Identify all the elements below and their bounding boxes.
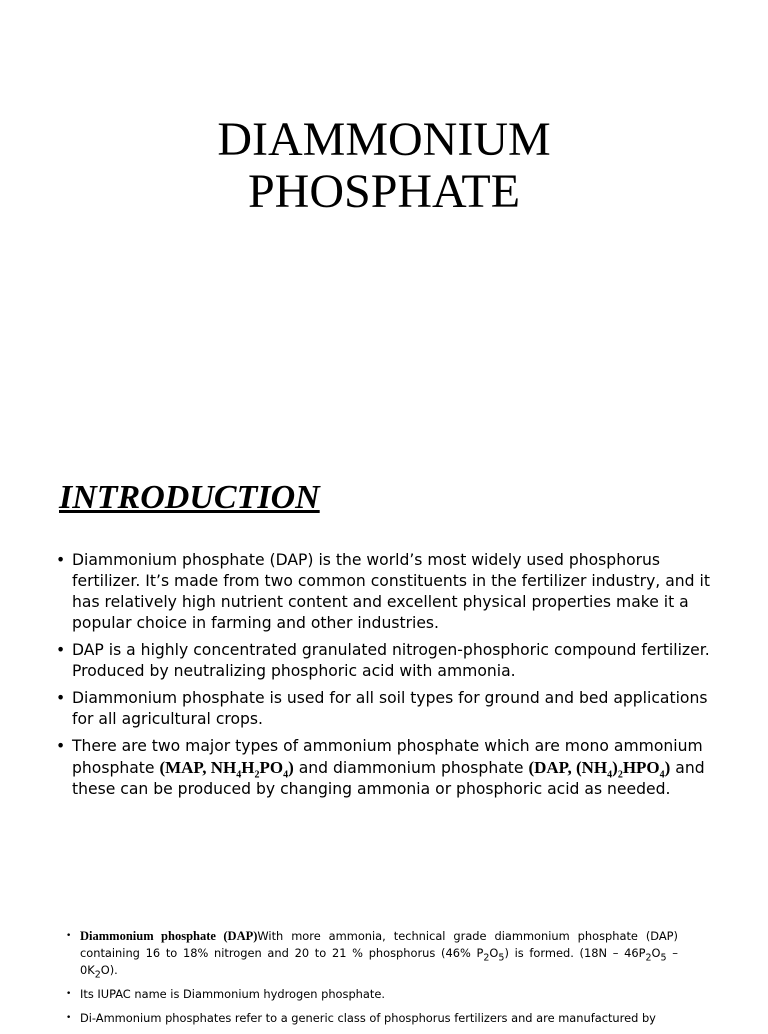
subscript: 4: [607, 769, 613, 781]
dap-formula: [528, 758, 671, 781]
subscript: 4: [283, 769, 289, 781]
list-item: • Its IUPAC name is Diammonium hydrogen phosphate.: [66, 986, 678, 1003]
subscript: 4: [659, 769, 665, 781]
text-run: ) is formed. (18N – 46P: [504, 946, 646, 960]
text-run: O: [489, 946, 499, 960]
text-run: O: [651, 946, 661, 960]
details-slide: [0, 864, 768, 1024]
list-item: • Di-Ammonium phosphates refer to a generic class of phosphorus fertilizers and are manufactured by: [66, 1010, 678, 1027]
introduction-slide: [0, 432, 768, 864]
subscript: 5: [660, 952, 667, 964]
list-item: • Diammonium phosphate is used for all soil types for ground and bed applications for all agricultural crops.: [56, 688, 716, 730]
text-run: PO: [259, 758, 284, 777]
subscript: 2: [645, 952, 652, 964]
text-run: There are two major types of ammonium phosphate which are mono ammonium phosphate: [72, 737, 703, 777]
text-run: ): [612, 758, 618, 777]
map-formula: [159, 758, 294, 781]
text-run: and these can be produced by changing ammonia or phosphoric acid as needed.: [72, 759, 705, 798]
subscript: 2: [94, 969, 101, 981]
text-run: ): [664, 758, 671, 777]
text-run: HPO: [622, 758, 660, 777]
text-run: (DAP, (NH: [528, 758, 608, 777]
subscript: 2: [254, 769, 260, 781]
text-run: O).: [100, 963, 118, 977]
title-slide: [0, 0, 768, 432]
subscript: 5: [498, 952, 505, 964]
list-item: • DAP is a highly concentrated granulated nitrogen-phosphoric compound fertilizer. Produced by neutralizing phosphoric acid with ammonia.: [56, 640, 716, 682]
detail-bullet-list: [66, 928, 678, 1034]
title-line-1: DIAMMONIUM: [217, 113, 551, 166]
subscript: 2: [483, 952, 490, 964]
text-run: (MAP, NH: [159, 758, 237, 777]
bullet-list: [56, 550, 716, 806]
subscript: 2: [617, 769, 623, 781]
list-item: • Diammonium phosphate (DAP) is the world’s most widely used phosphorus fertilizer. It’s made from two common constituents in the fertilizer industry, and it has relatively high nutrient content and excellent physical properties make it a popular choice in farming and other industries.: [56, 550, 716, 634]
text-run: ): [288, 758, 294, 777]
bold-lead: Diammonium phosphate (DAP): [80, 929, 258, 943]
title-line-2: PHOSPHATE: [247, 165, 521, 218]
text-run: – 0K: [80, 946, 678, 977]
section-heading: INTRODUCTION: [59, 479, 320, 516]
text-run: With more ammonia, technical grade diammonium phosphate (DAP) containing 16 to 18% nitrogen and 20 to 21 % phosphorus (46% P: [80, 929, 678, 960]
list-item: [66, 928, 678, 979]
subscript: 4: [236, 769, 242, 781]
list-item: [56, 736, 716, 800]
text-run: and diammonium phosphate: [293, 759, 529, 777]
page-title: [0, 114, 768, 218]
text-run: H: [241, 758, 255, 777]
